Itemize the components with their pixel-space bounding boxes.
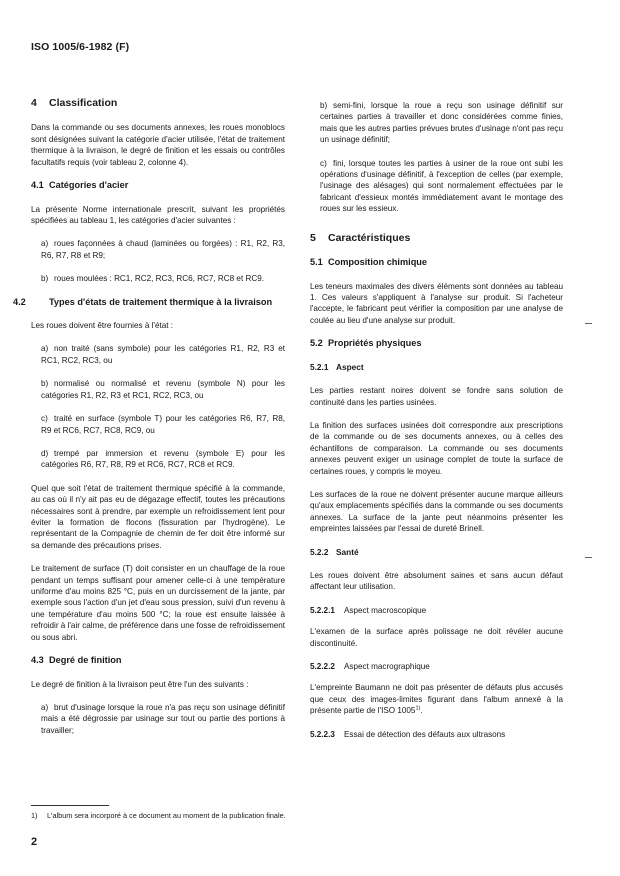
section-5-2-1-heading: 5.2.1 Aspect [310,361,364,372]
footnote: 1) L'album sera incorporé à ce document au moment de la publication finale. [31,811,286,820]
section-4-heading: 4 Classification [31,97,118,109]
paragraph: Les roues doivent être fournies à l'état : [31,321,174,331]
left-column [13,97,286,748]
right-column [310,100,563,750]
section-5-2-2-2-heading: 5.2.2.2 Aspect macrographique [310,662,430,671]
paragraph: Le degré de finition à la livraison peut être l'un des suivants : [31,679,249,689]
list-item: b) roues moulées : RC1, RC2, RC3, RC6, RC7, RC8 et RC9. [41,274,264,284]
paragraph: La présente Norme internationale prescrit, suivant les propriétés spécifiées au tableau 1, les catégories d'acier suivantes : [31,204,285,225]
list-item: d) trempé par immersion et revenu (symbole E) pour les catégories R6, R7, R8, R9 et RC6, RC7, RC8 et RC9. [41,448,285,470]
page-number: 2 [31,836,38,848]
list-item: a) non traité (sans symbole) pour les catégories R1, R2, R3 et RC1, RC2, RC3, ou [41,344,285,365]
list-item: c) traité en surface (symbole T) pour les catégories R6, R7, R8, R9 et RC6, RC7, RC8, RC9, ou [41,414,285,435]
document-header: ISO 1005/6-1982 (F) [31,41,130,53]
paragraph: Les roues doivent être absolument saines et sans aucun défaut affectant leur utilisation. [310,570,563,592]
paragraph: L'examen de la surface après polissage ne doit révéler aucune discontinuité. [310,627,563,648]
footnote-divider [31,805,109,806]
section-5-2-2-heading: 5.2.2 Santé [310,546,359,557]
paragraph: L'empreinte Baumann ne doit pas présenter de défauts plus accusés que ceux des images-limites figurant dans l'album annexé à la présente partie de l'ISO 1005$^{1)}$. [310,683,563,716]
section-4-1-heading: 4.1 Catégories d'acier [31,180,129,191]
section-5-2-2-3-heading: 5.2.2.3 Essai de détection des défauts aux ultrasons [310,729,506,739]
list-item: b) normalisé ou normalisé et revenu (symbole N) pour les catégories R1, R2, R3 et RC1, RC2, RC3, ou [41,379,285,400]
paragraph: Les parties restant noires doivent se fondre sans solution de continuité dans les parties usinées. [310,386,563,407]
margin-mark [585,557,592,558]
paragraph: Le traitement de surface (T) doit consister en un chauffage de la roue pendant un temps suffisant pour amener celle-ci à une température uniforme d'au moins 825 °C, puis en un durcissement de la jante, par exemple sous l'action d'un jet d'eau sous pression, suivi d'un revenu à une température d'au moins 500 °C; la roue est ensuite laissée à refroidir à l'air calme, de préférence dans une fosse de refroidissement ou sous abri. [31,564,286,642]
section-5-2-2-1-heading: 5.2.2.1 Aspect macroscopique [310,605,427,615]
margin-mark [585,323,592,324]
paragraph: Les surfaces de la roue ne doivent présenter aucune marque ailleurs qu'aux emplacements spécifiés dans la commande ou ses documents annexes. La surface de la jante peut néanmoins présenter les empreintes laissées par l'essai de dureté Brinell. [310,489,563,534]
list-item: c) fini, lorsque toutes les parties à usiner de la roue ont subi les opérations d'usinage définitif, à l'exception de celles (par exemple, l'usinage des alésages) qui sont normalement effectuées par le fabricant d'essieux montés immédiatement avant le montage des roues sur les essieux. [320,158,563,214]
paragraph: Dans la commande ou ses documents annexes, les roues monoblocs sont désignées suivant la catégorie d'acier utilisée, l'état de traitement thermique à la livraison, le degré de finition et les essais ou contrôles facultatifs requis (voir tableau 2, colonne 4). [31,123,285,167]
list-item: a) brut d'usinage lorsque la roue n'a pas reçu son usinage définitif mais a été dégrossie par usinage sur tout ou partie des portions à travailler; [41,702,285,735]
section-5-2-heading: 5.2 Propriétés physiques [310,338,422,349]
paragraph: Quel que soit l'état de traitement thermique spécifié à la commande, au cas où il n'y ait pas eu de dégazage effectif, toutes les précautions nécessaires sont à prendre, par exemple un refroidissement lent pour éviter la formation de flocons (fissuration par l'hydrogène). Le représentant de la Compagnie de chemin de fer doit être informé sur sa demande des précautions prises. [31,483,285,550]
section-5-heading: 5 Caractéristiques [310,231,411,244]
section-5-1-heading: 5.1 Composition chimique [310,257,428,268]
section-4-2-heading: 4.2 Types d'états de traitement thermique à la livraison [13,296,273,307]
footnote-ref: 1) [415,705,421,712]
paragraph: Les teneurs maximales des divers éléments sont données au tableau 1. Ces valeurs s'appliquent à l'analyse sur produit. Si l'acheteur l'accepte, le fabricant peut vérifier la composition par une analyse de coulée au lieu d'une analyse sur produit. [310,281,563,325]
paragraph: La finition des surfaces usinées doit correspondre aux prescriptions de la commande ou de ses documents annexes, ou à celles des échantillons de comparaison. La commande ou ses documents annexes peuvent exiger un usinage complet de toute la surface de certaines roues, y compris le moyeu. [310,420,563,476]
section-4-3-heading: 4.3 Degré de finition [31,655,122,665]
list-item: a) roues façonnées à chaud (laminées ou forgées) : R1, R2, R3, R6, R7, R8 et R9; [41,239,285,260]
list-item: b) semi-fini, lorsque la roue a reçu son usinage définitif sur certaines parties à travailler et donc considérées comme finies, mais que les autres parties prévues brutes d'usinage n'ont pas reçu un usinage définitif; [320,101,563,145]
